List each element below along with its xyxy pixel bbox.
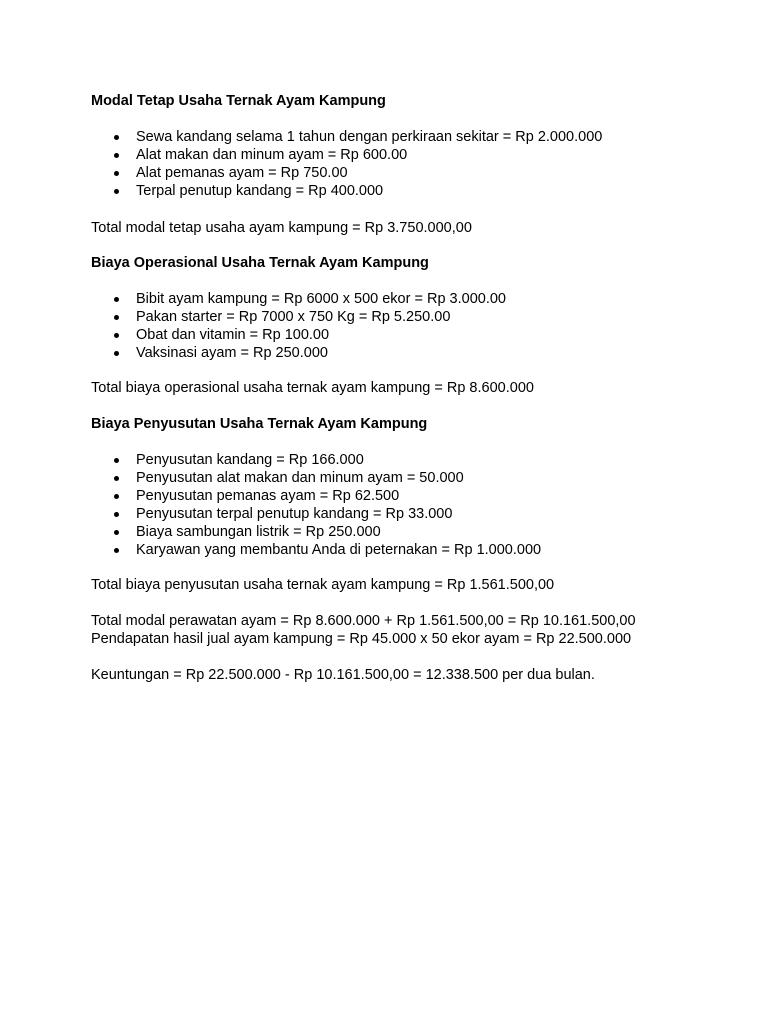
list-item: Vaksinasi ayam = Rp 250.000 [91,344,751,362]
list-item: Sewa kandang selama 1 tahun dengan perkiraan sekitar = Rp 2.000.000 [91,128,751,146]
bullet-icon [114,548,119,553]
bullet-icon [114,171,119,176]
bullet-icon [114,458,119,463]
bullet-icon [114,297,119,302]
bullet-icon [114,494,119,499]
total-biaya-penyusutan: Total biaya penyusutan usaha ternak ayam kampung = Rp 1.561.500,00 [91,577,555,593]
bullet-icon [114,189,119,194]
bullet-icon [114,530,119,535]
list-biaya-penyusutan [91,451,751,559]
list-item: Penyusutan pemanas ayam = Rp 62.500 [91,487,751,505]
list-item: Pakan starter = Rp 7000 x 750 Kg = Rp 5.250.00 [91,308,751,326]
list-item: Terpal penutup kandang = Rp 400.000 [91,182,751,200]
keuntungan: Keuntungan = Rp 22.500.000 - Rp 10.161.500,00 = 12.338.500 per dua bulan. [91,667,595,683]
list-item: Biaya sambungan listrik = Rp 250.000 [91,523,751,541]
bullet-icon [114,333,119,338]
list-item: Alat makan dan minum ayam = Rp 600.00 [91,146,751,164]
bullet-icon [114,351,119,356]
section-heading-biaya-penyusutan: Biaya Penyusutan Usaha Ternak Ayam Kampung [91,416,428,432]
bullet-icon [114,315,119,320]
list-item: Penyusutan alat makan dan minum ayam = 50.000 [91,469,751,487]
bullet-icon [114,153,119,158]
list-item: Alat pemanas ayam = Rp 750.00 [91,164,751,182]
section-heading-modal-tetap: Modal Tetap Usaha Ternak Ayam Kampung [91,93,386,109]
list-modal-tetap [91,128,751,200]
pendapatan-hasil-jual: Pendapatan hasil jual ayam kampung = Rp 45.000 x 50 ekor ayam = Rp 22.500.000 [91,631,632,647]
section-heading-biaya-operasional: Biaya Operasional Usaha Ternak Ayam Kampung [91,255,429,271]
list-biaya-operasional [91,290,751,362]
total-biaya-operasional: Total biaya operasional usaha ternak ayam kampung = Rp 8.600.000 [91,380,534,396]
bullet-icon [114,512,119,517]
list-item: Karyawan yang membantu Anda di peternakan = Rp 1.000.000 [91,541,751,559]
list-item: Penyusutan terpal penutup kandang = Rp 33.000 [91,505,751,523]
list-item: Penyusutan kandang = Rp 166.000 [91,451,751,469]
bullet-icon [114,135,119,140]
list-item: Obat dan vitamin = Rp 100.00 [91,326,751,344]
list-item: Bibit ayam kampung = Rp 6000 x 500 ekor = Rp 3.000.00 [91,290,751,308]
total-modal-tetap: Total modal tetap usaha ayam kampung = Rp 3.750.000,00 [91,220,472,236]
bullet-icon [114,476,119,481]
total-modal-perawatan: Total modal perawatan ayam = Rp 8.600.000 + Rp 1.561.500,00 = Rp 10.161.500,00 [91,613,636,629]
